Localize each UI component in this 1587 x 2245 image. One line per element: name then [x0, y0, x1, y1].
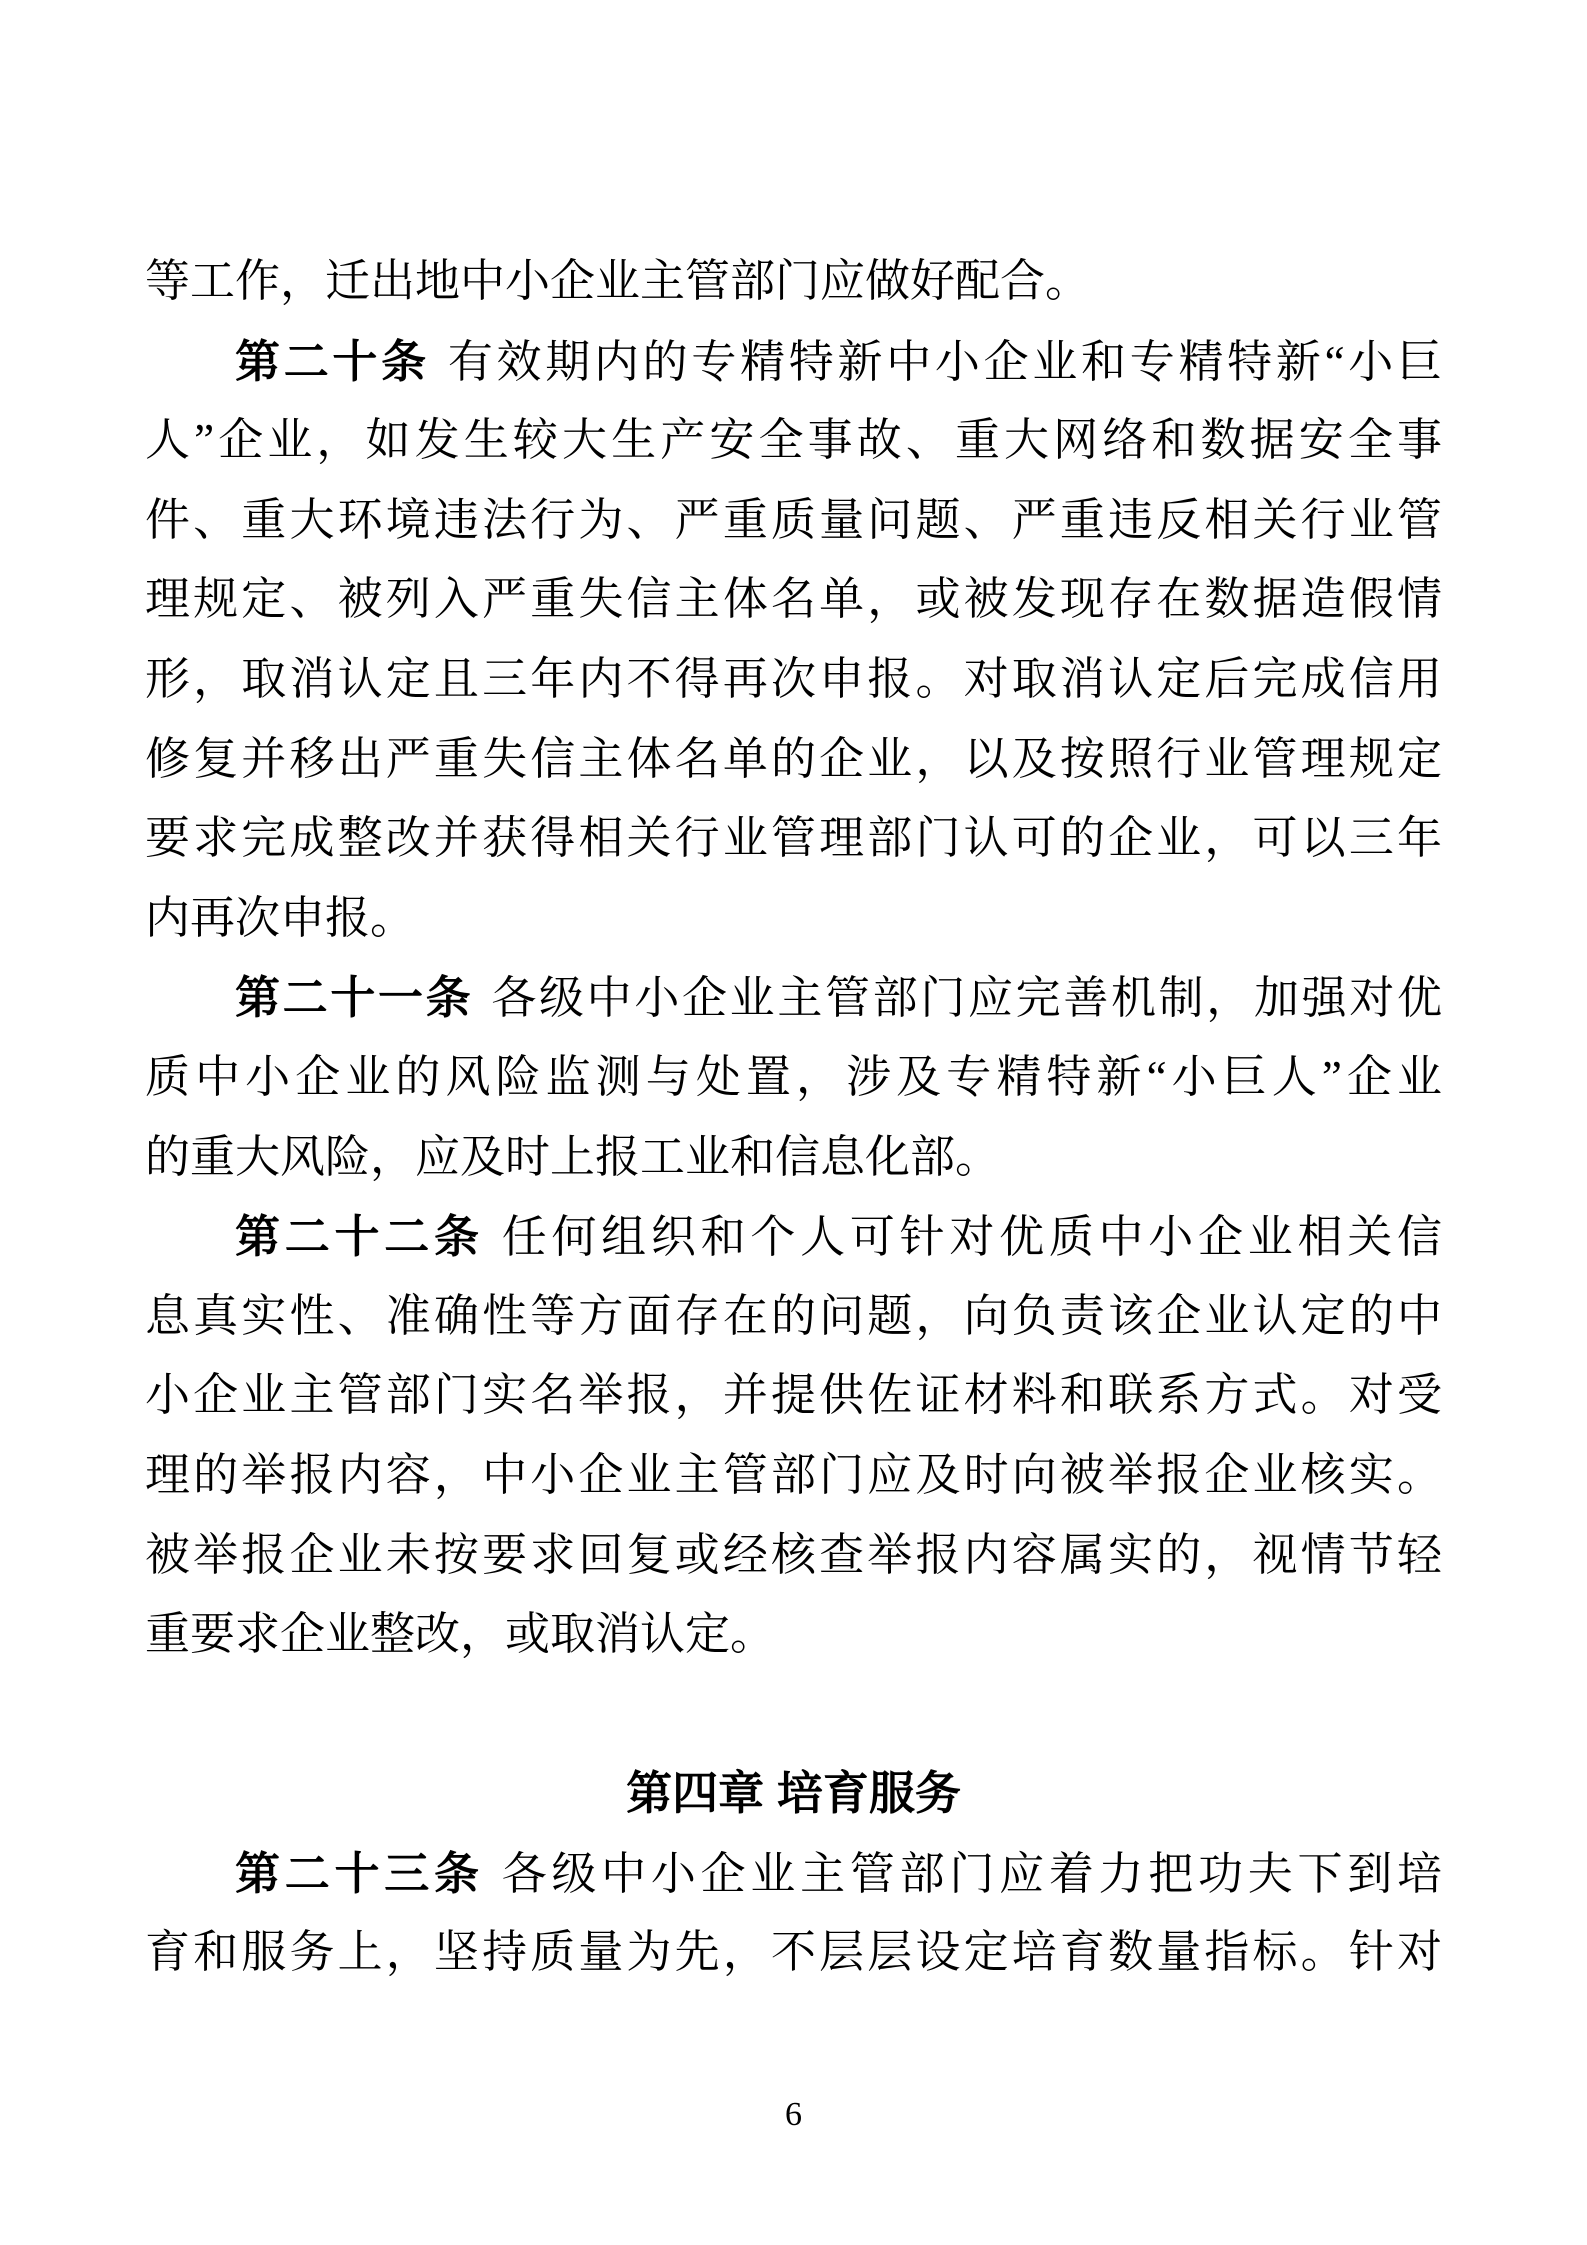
- article-23-line-2: 育和服务上，坚持质量为先，不层层设定培育数量指标。针对: [145, 1927, 1442, 1978]
- article-20-line-4: 理规定、被列入严重失信主体名单，或被发现存在数据造假情: [145, 574, 1442, 625]
- article-21-line-3: 的重大风险，应及时上报工业和信息化部。: [145, 1131, 1001, 1182]
- article-21-line-2: 质中小企业的风险监测与处置，涉及专精特新“小巨人”企业: [145, 1051, 1442, 1102]
- article-23-text: 各级中小企业主管部门应着力把功夫下到培: [501, 1848, 1442, 1899]
- article-22-line-5: 被举报企业未按要求回复或经核查举报内容属实的，视情节轻: [145, 1529, 1442, 1580]
- page-number: 6: [785, 2096, 802, 2133]
- article-21-number: 第二十一条: [235, 972, 474, 1024]
- article-20-line-2: 人”企业，如发生较大生产安全事故、重大网络和数据安全事: [145, 415, 1442, 466]
- article-22-number: 第二十二条: [235, 1211, 484, 1263]
- article-20-line-6: 修复并移出严重失信主体名单的企业，以及按照行业管理规定: [145, 733, 1442, 784]
- document-body: [145, 242, 1442, 1993]
- article-21-text: 各级中小企业主管部门应完善机制，加强对优: [491, 973, 1442, 1024]
- chapter-4-heading: 第四章 培育服务: [626, 1767, 961, 1820]
- article-20-line-5: 形，取消认定且三年内不得再次申报。对取消认定后完成信用: [145, 653, 1442, 704]
- spacer-line: [145, 1675, 1442, 1755]
- article-23-line-1: [145, 1834, 1442, 1914]
- article-22-line-4: 理的举报内容，中小企业主管部门应及时向被举报企业核实。: [145, 1449, 1442, 1500]
- article-22-line-3: 小企业主管部门实名举报，并提供佐证材料和联系方式。对受: [145, 1370, 1442, 1421]
- article-20-text: 有效期内的专精特新中小企业和专精特新“小巨: [447, 336, 1442, 387]
- article-22-text: 任何组织和个人可针对优质中小企业相关信: [501, 1212, 1442, 1263]
- article-20-number: 第二十条: [235, 335, 430, 387]
- article-20-line-1: [145, 322, 1442, 402]
- article-21-line-1: [145, 958, 1442, 1038]
- article-22-line-2: 息真实性、准确性等方面存在的问题，向负责该企业认定的中: [145, 1290, 1442, 1341]
- article-23-number: 第二十三条: [235, 1847, 484, 1899]
- article-20-line-3: 件、重大环境违法行为、严重质量问题、严重违反相关行业管: [145, 494, 1442, 545]
- article-22-line-1: [145, 1197, 1442, 1277]
- article-22-line-6: 重要求企业整改，或取消认定。: [145, 1609, 776, 1660]
- article-20-line-8: 内再次申报。: [145, 892, 416, 943]
- continuation-paragraph-line: 等工作，迁出地中小企业主管部门应做好配合。: [145, 256, 1091, 306]
- article-20-line-7: 要求完成整改并获得相关行业管理部门认可的企业，可以三年: [145, 813, 1442, 864]
